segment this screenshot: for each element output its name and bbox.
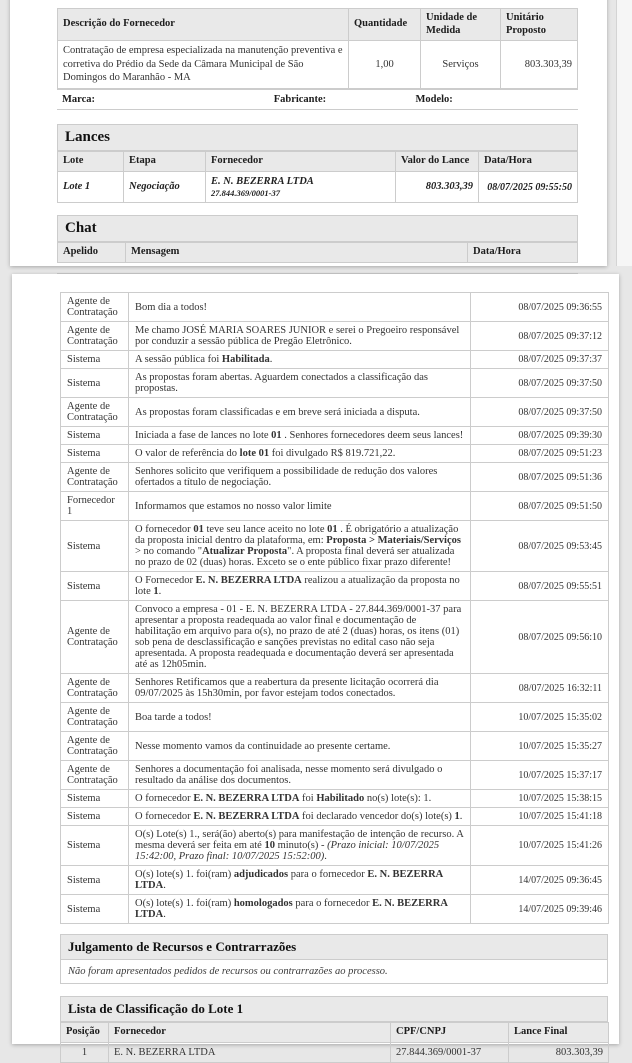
- chat-sender: Agente de Contratação: [61, 703, 129, 732]
- chat-message-row: [61, 398, 609, 427]
- col-data-hora: Data/Hora: [479, 152, 578, 172]
- chat-message-text: Convoco a empresa - 01 - E. N. BEZERRA LTDA - 27.844.369/0001-37 para apresentar a proposta readequada ao valor final e documentação de habilitação em arquivo para o(s), no prazo de até 2 (duas) horas, os itens (01) sob pena de desclassificação e sanções previstas no edital caso não seja apresentada. A proposta readequada e documentação deverá ser apresentada até as 12h05min.: [129, 601, 471, 674]
- fabricante-label: Fabricante:: [273, 94, 327, 106]
- chat-message-row: [61, 463, 609, 492]
- chat-timestamp: 08/07/2025 09:39:30: [471, 427, 609, 445]
- class-lance-final: 803.303,39: [509, 1042, 609, 1063]
- chat-message-row: [61, 293, 609, 322]
- chat-message-row: [61, 790, 609, 808]
- col-valor-lance: Valor do Lance: [396, 152, 479, 172]
- chat-timestamp: 10/07/2025 15:41:26: [471, 826, 609, 866]
- proposal-header-row: [58, 9, 578, 41]
- chat-sender: Agente de Contratação: [61, 674, 129, 703]
- chat-sender: Sistema: [61, 521, 129, 572]
- chat-timestamp: 14/07/2025 09:39:46: [471, 895, 609, 924]
- lance-valor: 803.303,39: [396, 171, 479, 203]
- chat-sender: Agente de Contratação: [61, 761, 129, 790]
- chat-message-text: As propostas foram classificadas e em breve será iniciada a disputa.: [129, 398, 471, 427]
- julgamento-body-text: Não foram apresentados pedidos de recursos ou contrarrazões ao processo.: [60, 960, 608, 984]
- class-posicao: 1: [61, 1042, 109, 1063]
- chat-sender: Agente de Contratação: [61, 463, 129, 492]
- chat-message-text: Informamos que estamos no nosso valor limite: [129, 492, 471, 521]
- chat-timestamp: 08/07/2025 16:32:11: [471, 674, 609, 703]
- chat-header-row: [58, 243, 578, 263]
- stacked-page-edge: [616, 0, 632, 266]
- chat-timestamp: 08/07/2025 09:36:55: [471, 293, 609, 322]
- chat-message-row: [61, 427, 609, 445]
- document-page-1: [10, 0, 607, 266]
- lance-row: [58, 171, 578, 203]
- chat-message-row: [61, 895, 609, 924]
- chat-timestamp: 08/07/2025 09:51:23: [471, 445, 609, 463]
- proposal-unitario: 803.303,39: [501, 41, 578, 89]
- lances-section-title: Lances: [57, 124, 578, 151]
- proposal-row: [58, 41, 578, 89]
- lance-fornecedor: E. N. BEZERRA LTDA 27.844.369/0001-37: [206, 171, 396, 203]
- marca-label: Marca:: [62, 94, 96, 106]
- col-etapa: Etapa: [124, 152, 206, 172]
- chat-message-text: O(s) Lote(s) 1., será(ão) aberto(s) para manifestação de intenção de recurso. A mesma deverá ser feita em até 10 minuto(s) - (Prazo inicial: 10/07/2025 15:42:00, Prazo final: 10/07/2025 15:52:00).: [129, 826, 471, 866]
- chat-message-row: [61, 601, 609, 674]
- chat-timestamp: 10/07/2025 15:35:02: [471, 703, 609, 732]
- classificacao-section-title: Lista de Classificação do Lote 1: [60, 996, 608, 1022]
- class-cnpj: 27.844.369/0001-37: [391, 1042, 509, 1063]
- chat-message-text: O(s) lote(s) 1. foi(ram) homologados para o fornecedor E. N. BEZERRA LTDA.: [129, 895, 471, 924]
- chat-message-row: [61, 351, 609, 369]
- chat-timestamp: 10/07/2025 15:38:15: [471, 790, 609, 808]
- chat-timestamp: 10/07/2025 15:35:27: [471, 732, 609, 761]
- chat-sender: Sistema: [61, 351, 129, 369]
- col-descricao-fornecedor: Descrição do Fornecedor: [58, 9, 349, 41]
- chat-section-title: Chat: [57, 215, 578, 242]
- chat-message-text: As propostas foram abertas. Aguardem conectados a classificação das propostas.: [129, 369, 471, 398]
- chat-message-text: O valor de referência do lote 01 foi divulgado R$ 819.721,22.: [129, 445, 471, 463]
- chat-sender: Fornecedor 1: [61, 492, 129, 521]
- classificacao-header-row: [61, 1023, 609, 1043]
- proposal-table: [57, 8, 578, 89]
- classificacao-row: [61, 1042, 609, 1063]
- document-page-2: [12, 274, 619, 1058]
- chat-message-text: Senhores solicito que verifiquem a possibilidade de redução dos valores ofertados a título de negociação.: [129, 463, 471, 492]
- col-lote: Lote: [58, 152, 124, 172]
- col-unidade-medida: Unidade de Medida: [421, 9, 501, 41]
- lance-fornecedor-cnpj: 27.844.369/0001-37: [211, 188, 280, 199]
- chat-message-text: A sessão pública foi Habilitada.: [129, 351, 471, 369]
- chat-sender: Sistema: [61, 427, 129, 445]
- chat-timestamp: 08/07/2025 09:37:37: [471, 351, 609, 369]
- chat-message-row: [61, 674, 609, 703]
- chat-timestamp: 08/07/2025 09:53:45: [471, 521, 609, 572]
- col-chat-data-hora: Data/Hora: [468, 243, 578, 263]
- chat-message-text: O fornecedor E. N. BEZERRA LTDA foi declarado vencedor do(s) lote(s) 1.: [129, 808, 471, 826]
- chat-message-text: Iniciada a fase de lances no lote 01 . Senhores fornecedores deem seus lances!: [129, 427, 471, 445]
- chat-message-row: [61, 322, 609, 351]
- chat-message-text: Me chamo JOSÉ MARIA SOARES JUNIOR e serei o Pregoeiro responsável por conduzir a sessão pública de Pregão Eletrônico.: [129, 322, 471, 351]
- chat-message-row: [61, 703, 609, 732]
- chat-timestamp: 08/07/2025 09:51:50: [471, 492, 609, 521]
- chat-timestamp: 08/07/2025 09:37:50: [471, 369, 609, 398]
- chat-header-table: [57, 242, 578, 263]
- class-fornecedor: E. N. BEZERRA LTDA: [109, 1042, 391, 1063]
- classificacao-table: [60, 1022, 609, 1063]
- chat-sender: Sistema: [61, 895, 129, 924]
- chat-message-row: [61, 445, 609, 463]
- chat-message-row: [61, 521, 609, 572]
- chat-sender: Agente de Contratação: [61, 732, 129, 761]
- chat-sender: Sistema: [61, 826, 129, 866]
- chat-message-text: O fornecedor 01 teve seu lance aceito no lote 01 . É obrigatório a atualização da proposta inicial dentro da plataforma, em: Proposta > Materiais/Serviços > no comando "Atualizar Proposta". A proposta final deverá ser atualizada no prazo de 02 (duas) horas. Exceto se o ente público fixar prazo diferente!: [129, 521, 471, 572]
- chat-timestamp: 10/07/2025 15:41:18: [471, 808, 609, 826]
- col-mensagem: Mensagem: [126, 243, 468, 263]
- chat-message-text: Nesse momento vamos da continuidade ao presente certame.: [129, 732, 471, 761]
- lances-header-row: [58, 152, 578, 172]
- col-fornecedor: Fornecedor: [206, 152, 396, 172]
- chat-timestamp: 08/07/2025 09:51:36: [471, 463, 609, 492]
- lance-lote: Lote 1: [58, 171, 124, 203]
- lance-datahora: 08/07/2025 09:55:50: [479, 171, 578, 203]
- modelo-label: Modelo:: [415, 94, 453, 106]
- chat-sender: Sistema: [61, 445, 129, 463]
- chat-timestamp: 14/07/2025 09:36:45: [471, 866, 609, 895]
- lances-table: [57, 151, 578, 203]
- chat-sender: Sistema: [61, 369, 129, 398]
- chat-message-row: [61, 866, 609, 895]
- chat-sender: Sistema: [61, 790, 129, 808]
- col-apelido: Apelido: [58, 243, 126, 263]
- col-posicao: Posição: [61, 1023, 109, 1043]
- proposal-descricao: Contratação de empresa especializada na manutenção preventiva e corretiva do Prédio da Sede da Câmara Municipal de São Domingos do Maranhão - MA: [58, 41, 349, 89]
- proposal-quantidade: 1,00: [349, 41, 421, 89]
- chat-message-row: [61, 732, 609, 761]
- chat-sender: Sistema: [61, 808, 129, 826]
- chat-message-row: [61, 369, 609, 398]
- chat-message-row: [61, 808, 609, 826]
- chat-timestamp: 08/07/2025 09:37:50: [471, 398, 609, 427]
- col-lance-final: Lance Final: [509, 1023, 609, 1043]
- chat-message-text: Senhores a documentação foi analisada, nesse momento será divulgado o resultado da análise dos documentos.: [129, 761, 471, 790]
- chat-messages-table: [60, 292, 609, 924]
- julgamento-section-title: Julgamento de Recursos e Contrarrazões: [60, 934, 608, 960]
- chat-message-text: O(s) lote(s) 1. foi(ram) adjudicados para o fornecedor E. N. BEZERRA LTDA.: [129, 866, 471, 895]
- chat-message-row: [61, 826, 609, 866]
- chat-sender: Sistema: [61, 572, 129, 601]
- chat-message-text: O fornecedor E. N. BEZERRA LTDA foi Habilitado no(s) lote(s): 1.: [129, 790, 471, 808]
- chat-timestamp: 10/07/2025 15:37:17: [471, 761, 609, 790]
- chat-timestamp: 08/07/2025 09:56:10: [471, 601, 609, 674]
- chat-message-text: O Fornecedor E. N. BEZERRA LTDA realizou a atualização da proposta no lote 1.: [129, 572, 471, 601]
- chat-message-row: [61, 492, 609, 521]
- col-unitario-proposto: Unitário Proposto: [501, 9, 578, 41]
- chat-sender: Agente de Contratação: [61, 293, 129, 322]
- lance-etapa: Negociação: [124, 171, 206, 203]
- marca-fabricante-modelo-row: [57, 89, 578, 110]
- chat-sender: Agente de Contratação: [61, 601, 129, 674]
- chat-sender: Agente de Contratação: [61, 398, 129, 427]
- chat-timestamp: 08/07/2025 09:37:12: [471, 322, 609, 351]
- chat-message-text: Boa tarde a todos!: [129, 703, 471, 732]
- proposal-unidade: Serviços: [421, 41, 501, 89]
- chat-message-row: [61, 761, 609, 790]
- chat-message-row: [61, 572, 609, 601]
- chat-sender: Sistema: [61, 866, 129, 895]
- chat-message-text: Bom dia a todos!: [129, 293, 471, 322]
- chat-message-text: Senhores Retificamos que a reabertura da presente licitação ocorrerá dia 09/07/2025 às 15h30min, por favor estejam todos conectados.: [129, 674, 471, 703]
- chat-sender: Agente de Contratação: [61, 322, 129, 351]
- col-cpf-cnpj: CPF/CNPJ: [391, 1023, 509, 1043]
- chat-timestamp: 08/07/2025 09:55:51: [471, 572, 609, 601]
- col-quantidade: Quantidade: [349, 9, 421, 41]
- col-class-fornecedor: Fornecedor: [109, 1023, 391, 1043]
